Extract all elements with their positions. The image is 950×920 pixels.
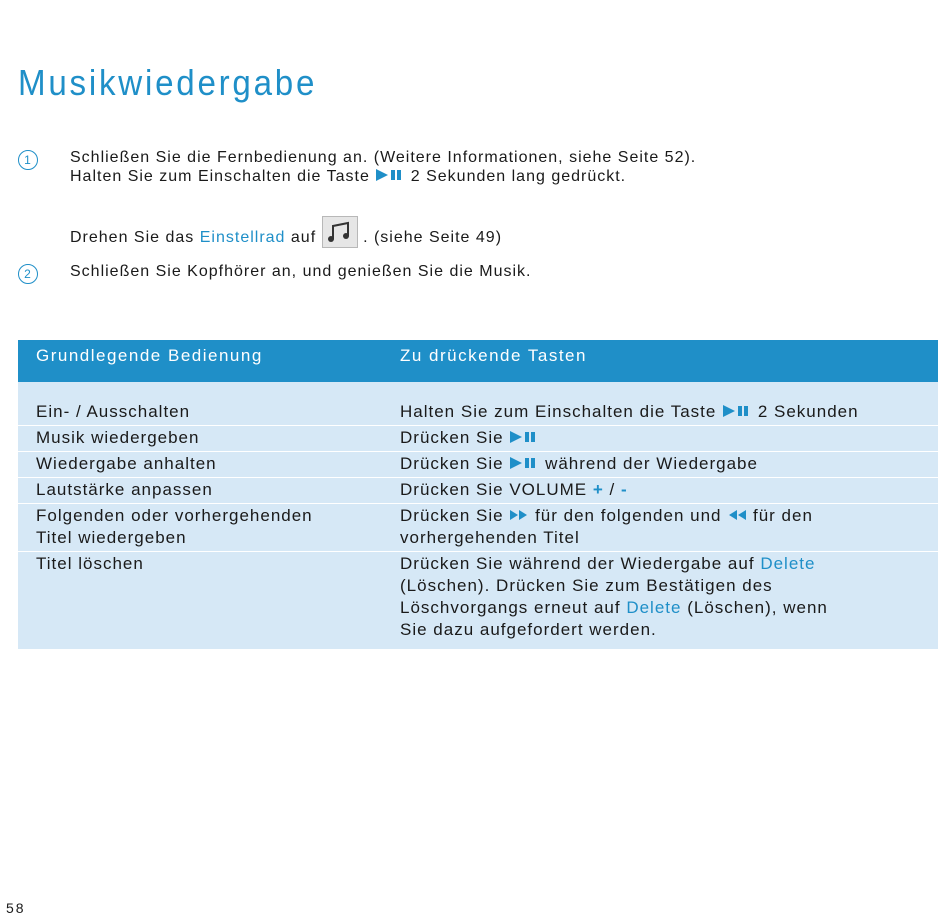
row-keys bbox=[400, 552, 938, 643]
row-operation bbox=[36, 505, 313, 549]
page-title: Musikwiedergabe bbox=[18, 62, 318, 103]
table-row bbox=[18, 400, 938, 426]
table-row bbox=[18, 452, 938, 478]
table-row bbox=[18, 552, 938, 643]
row-operation: Ein- / Ausschalten bbox=[36, 402, 191, 421]
row-keys-line-2: (Löschen). Drücken Sie zum Bestätigen des bbox=[400, 576, 773, 595]
step-2-line-1: Schließen Sie Kopfhörer an, und genießen Sie die Musik. bbox=[70, 263, 532, 280]
row-keys bbox=[400, 452, 938, 477]
minus-symbol: - bbox=[621, 480, 628, 499]
row-keys-text: Halten Sie zum Einschalten die Taste bbox=[400, 402, 717, 421]
row-keys-text: Drücken Sie bbox=[400, 506, 504, 525]
page-number: 58 bbox=[6, 900, 26, 916]
row-keys bbox=[400, 504, 938, 551]
step-number: 1 bbox=[18, 150, 38, 170]
row-keys-text: Drücken Sie bbox=[400, 428, 504, 447]
row-keys-line-3 bbox=[400, 597, 938, 619]
row-operation-line-1: Folgenden oder vorhergehenden bbox=[36, 506, 313, 525]
row-keys-text: Drücken Sie während der Wiedergabe auf bbox=[400, 554, 755, 573]
row-operation: Wiedergabe anhalten bbox=[36, 454, 217, 473]
step-1-line-1: Schließen Sie die Fernbedienung an. (Weitere Informationen, siehe Seite 52). bbox=[70, 149, 697, 166]
play-pause-icon bbox=[375, 168, 405, 182]
delete-key-label: Delete bbox=[626, 598, 682, 617]
fast-forward-icon bbox=[509, 509, 529, 521]
rewind-icon bbox=[727, 509, 747, 521]
step-1-line-3 bbox=[70, 216, 502, 248]
slash-symbol: / bbox=[609, 480, 616, 499]
row-keys-text-end: 2 Sekunden bbox=[757, 402, 859, 421]
row-keys-line-1 bbox=[400, 553, 938, 575]
row-keys-text: Drücken Sie bbox=[400, 454, 504, 473]
row-keys-text-end: für den bbox=[752, 506, 813, 525]
row-keys-text-end: (Löschen), wenn bbox=[687, 598, 828, 617]
table-header bbox=[18, 340, 938, 382]
play-pause-icon bbox=[509, 456, 539, 470]
table-row bbox=[18, 504, 938, 552]
step-number: 2 bbox=[18, 264, 38, 284]
row-keys-line-1 bbox=[400, 505, 938, 527]
step-1-line-3-end: . (siehe Seite 49) bbox=[363, 229, 503, 246]
step-1-line-2 bbox=[70, 167, 626, 187]
play-pause-icon bbox=[722, 404, 752, 418]
music-note-icon bbox=[322, 216, 358, 248]
row-keys-line-4: Sie dazu aufgefordert werden. bbox=[400, 620, 657, 639]
row-keys bbox=[400, 400, 938, 425]
row-operation: Musik wiedergeben bbox=[36, 428, 200, 447]
header-keys: Zu drückende Tasten bbox=[400, 346, 587, 365]
controls-table bbox=[18, 340, 938, 649]
plus-symbol: + bbox=[592, 480, 604, 499]
step-1-line-2-end: 2 Sekunden lang gedrückt. bbox=[410, 168, 627, 185]
row-keys bbox=[400, 426, 938, 451]
row-operation-line-2: Titel wiedergeben bbox=[36, 528, 187, 547]
table-body bbox=[18, 382, 938, 649]
row-operation: Lautstärke anpassen bbox=[36, 480, 213, 499]
step-1-line-3-text: Drehen Sie das bbox=[70, 229, 195, 246]
play-pause-icon bbox=[509, 430, 539, 444]
row-operation: Titel löschen bbox=[36, 554, 144, 573]
row-keys-text-end: während der Wiedergabe bbox=[545, 454, 758, 473]
row-keys-text-mid: für den folgenden und bbox=[535, 506, 722, 525]
einstellrad-link: Einstellrad bbox=[199, 229, 286, 246]
delete-key-label: Delete bbox=[760, 554, 816, 573]
row-keys bbox=[400, 478, 938, 503]
header-operation: Grundlegende Bedienung bbox=[36, 346, 263, 365]
row-keys-line-2: vorhergehenden Titel bbox=[400, 528, 580, 547]
step-1-line-2-text: Halten Sie zum Einschalten die Taste bbox=[70, 168, 370, 185]
row-keys-text: Drücken Sie VOLUME bbox=[400, 480, 588, 499]
table-row bbox=[18, 426, 938, 452]
table-row bbox=[18, 478, 938, 504]
row-keys-text: Löschvorgangs erneut auf bbox=[400, 598, 621, 617]
step-1-line-3-auf: auf bbox=[290, 229, 317, 246]
